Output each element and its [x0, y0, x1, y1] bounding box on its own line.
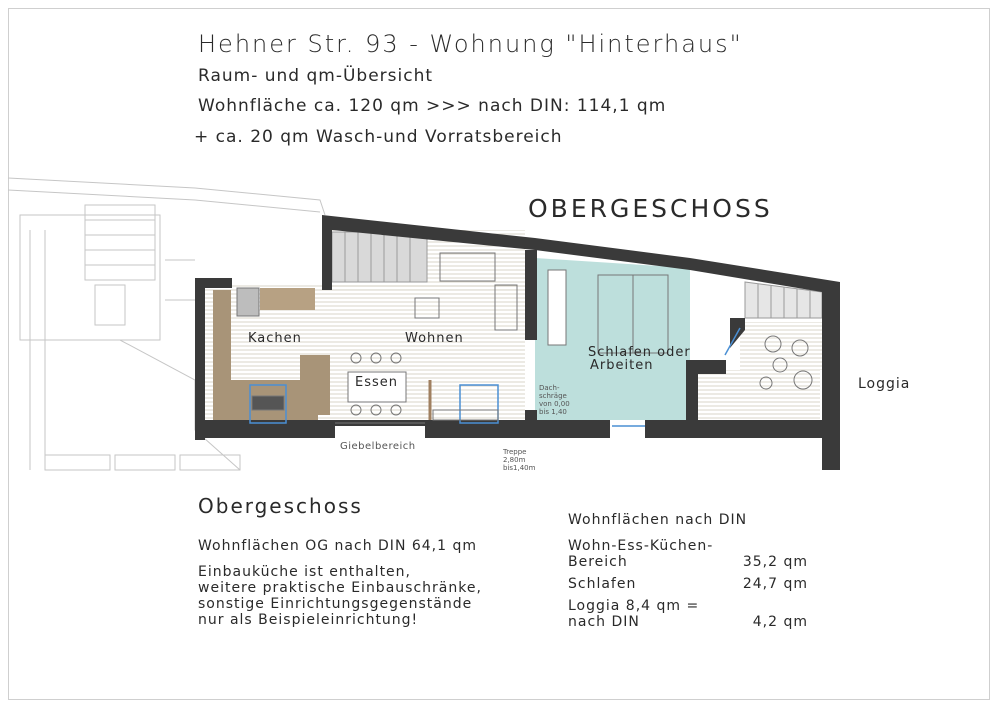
din-table-title: Wohnflächen nach DIN [568, 512, 748, 528]
din-row-loggia: Loggia 8,4 qm = nach DIN 4,2 qm [568, 598, 808, 630]
summary-note: Einbauküche ist enthalten, weitere praktische Einbauschränke, sonstige Einrichtungsgegenstände nur als Beispieleinrichtung! [198, 564, 482, 628]
room-label-bedroom-1: Schlafen oder [588, 345, 691, 360]
subtitle-overview: Raum- und qm-Übersicht [198, 66, 434, 86]
stairs-note: Treppe 2,80m bis1,40m [503, 448, 536, 472]
room-label-kitchen: Kachen [248, 331, 302, 346]
summary-title: Obergeschoss [198, 494, 363, 518]
room-label-dining: Essen [355, 375, 398, 390]
room-label-loggia: Loggia [858, 376, 911, 392]
subtitle-area: Wohnfläche ca. 120 qm >>> nach DIN: 114,1 qm [198, 96, 667, 116]
summary-area: Wohnflächen OG nach DIN 64,1 qm [198, 538, 478, 554]
din-row-living: Wohn-Ess-Küchen- Bereich 35,2 qm [568, 538, 808, 570]
din-area-table [568, 512, 818, 630]
room-label-living: Wohnen [405, 331, 464, 346]
page-title: Hehner Str. 93 - Wohnung "Hinterhaus" [198, 30, 743, 58]
din-row-bedroom: Schlafen 24,7 qm [568, 576, 808, 592]
gable-label: Giebelbereich [340, 441, 416, 452]
floor-label: OBERGESCHOSS [528, 194, 773, 223]
staircase [332, 232, 427, 282]
roof-slope-note: Dach- schräge von 0,00 bis 1,40 [539, 384, 570, 416]
room-label-bedroom-2: Arbeiten [590, 358, 654, 373]
subtitle-extra-area: + ca. 20 qm Wasch-und Vorratsbereich [194, 127, 563, 147]
loggia-floor [690, 370, 820, 425]
